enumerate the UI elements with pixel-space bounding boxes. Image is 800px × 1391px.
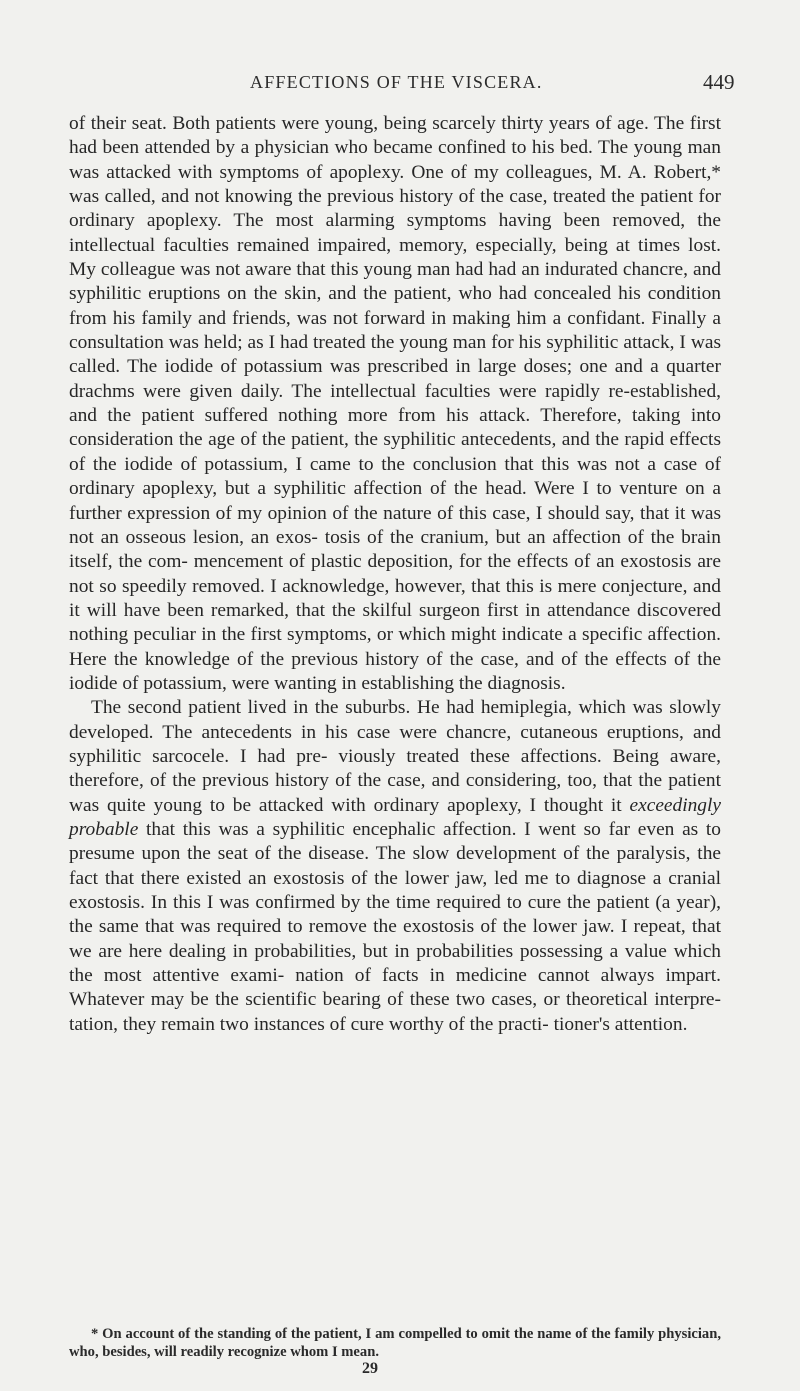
footnote-text: * On account of the standing of the patient, I am compelled to omit the name of the family physician, who, besides, will readily recognize whom I mean. — [69, 1326, 721, 1360]
paragraph-1: of their seat. Both patients were young, being scarcely thirty years of age. The first had been attended by a physician who became confined to his bed. The young man was attacked with symptoms of apoplexy. One of my colleagues, M. A. Robert,* was called, and not knowing the previous history of the case, treated the patient for ordinary apoplexy. The most alarming symptoms having been removed, the intellectual faculties remained impaired, memory, especially, being at times lost. My colleague was not aware that this young man had had an indurated chancre, and syphilitic eruptions on the skin, and the patient, who had concealed his condition from his family and friends, was not forward in making him a confidant. Finally a consultation was held; as I had treated the young man for his syphilitic attack, I was called. The iodide of potassium was prescribed in large doses; one and a quarter drachms were given daily. The intellectual faculties were rapidly re-established, and the patient suffered nothing more from his attack. Therefore, taking into consideration the age of the patient, the syphilitic antecedents, and the rapid effects of the iodide of potassium, I came to the conclusion that this was not a case of ordinary apoplexy, but a syphilitic affection of the head. Were I to venture on a further expression of my opinion of the nature of this case, I should say, that it was not an osseous lesion, an exos- tosis of the cranium, but an affection of the brain itself, the com- mencement of plastic deposition, for the effects of an exostosis are not so speedily removed. I acknowledge, however, that this is mere conjecture, and it will have been remarked, that the skilful surgeon first in attendance discovered nothing peculiar in the first symptoms, or which might indicate a specific affection. Here the knowledge of the previous history of the case, and of the effects of the iodide of potassium, were wanting in establishing the diagnosis. — [69, 113, 721, 694]
paragraph-2 — [69, 696, 721, 1037]
running-header: AFFECTIONS OF THE VISCERA. — [250, 72, 543, 92]
paragraph-2-end: that this was a syphilitic encephalic affection. I went so far even as to presume upon the seat of the disease. The slow development of the paralysis, the fact that there existed an exostosis of the lower jaw, led me to diagnose a cranial exostosis. In this I was confirmed by the time required to cure the patient (a year), the same that was required to remove the exostosis of the lower jaw. I repeat, that we are here dealing in probabilities, but in probabilities possessing a value which the most attentive exami- nation of facts in medicine cannot always impart. Whatever may be the scientific bearing of these two cases, or theoretical interpre- tation, they remain two instances of cure worthy of the practi- tioner's attention. — [69, 818, 721, 1035]
signature-mark: 29 — [362, 1360, 378, 1377]
main-text — [69, 112, 721, 1037]
paragraph-2-start: The second patient lived in the suburbs. He had hemiplegia, which was slowly developed. The antecedents in his case were chancre, cutaneous eruptions, and syphilitic sarcocele. I had pre- viously treated these affections. Being aware, therefore, of the previous history of the case, and considering, too, that the patient was quite young to be attacked with ordinary apoplexy, I thought it — [69, 697, 721, 816]
page-number: 449 — [703, 70, 735, 94]
footnote — [69, 1326, 721, 1361]
paragraph-2-emphasis: exceedingly probable — [69, 794, 721, 840]
